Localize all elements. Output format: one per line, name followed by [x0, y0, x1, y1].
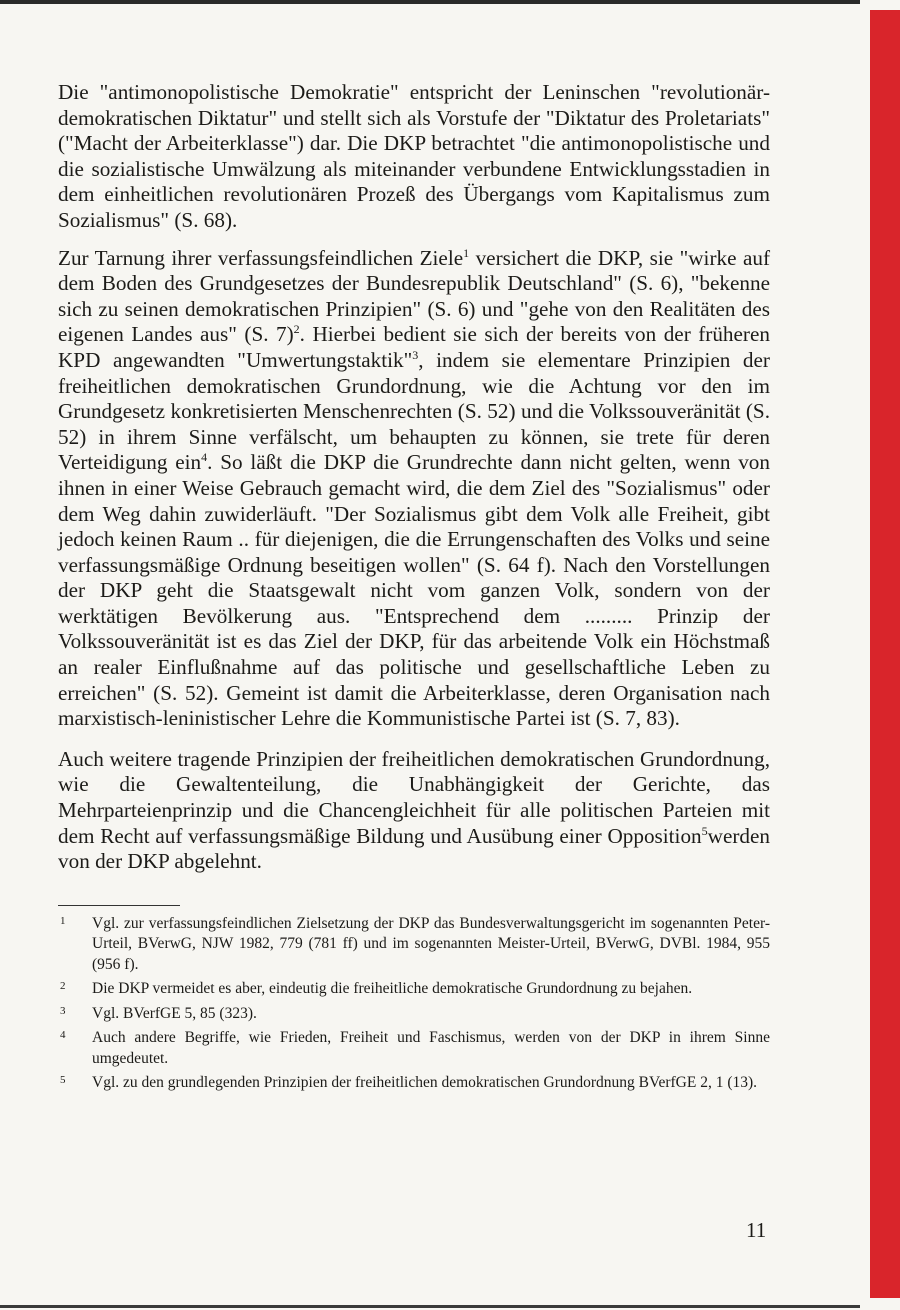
footnote-5 — [58, 1073, 770, 1094]
footnote-text: Die DKP vermeidet es aber, eindeutig die freiheitliche demokratische Grundordnung zu bejahen. — [92, 980, 693, 998]
footnote-number: 4 — [60, 1029, 66, 1042]
top-edge-rule — [0, 0, 860, 4]
paragraph-3-text: werden von der DKP abgelehnt. — [58, 823, 770, 874]
body-text — [58, 80, 770, 1098]
footnote-ref-1: 1 — [463, 245, 470, 260]
footnote-text: Vgl. BVerfGE 5, 85 (323). — [92, 1004, 257, 1022]
footnote-ref-4: 4 — [201, 450, 208, 465]
paragraph-3-text: Auch weitere tragende Prinzipien der freiheitlichen demokratischen Grundordnung, wie die Gewaltenteilung, die Unabhängigkeit der Gerichte, das Mehrparteienprinzip und die Chancengleichheit für alle politischen Parteien mit dem Recht auf verfassungsmäßige Bildung und Ausübung einer Opposition — [58, 746, 770, 848]
paragraph-2-text: Zur Tarnung ihrer verfassungsfeindlichen Ziele — [58, 245, 464, 270]
footnote-2 — [58, 979, 770, 1000]
footnote-ref-5: 5 — [701, 823, 708, 838]
footnote-number: 1 — [60, 914, 66, 927]
paragraph-2 — [58, 246, 770, 732]
red-edge-tab — [870, 10, 900, 1298]
footnote-3 — [58, 1004, 770, 1025]
footnote-ref-3: 3 — [412, 347, 419, 362]
paragraph-2-text: . Hierbei bedient sie sich der bereits von der früheren KPD angewandten "Umwertungstaktik" — [58, 322, 770, 372]
paragraph-1: Die "antimonopolistische Demokratie" entspricht der Leninschen "revolutionär-demokratischen Diktatur" und stellt sich als Vorstufe der "Diktatur des Proletariats" ("Macht der Arbeiterklasse") dar. Die DKP betrachtet "die antimonopolistische und die sozialistische Umwälzung als miteinander verbundene Entwicklungsstadien in dem einheitlichen revolutionären Prozeß des Übergangs vom Kapitalismus zum Sozialismus" (S. 68). — [58, 80, 770, 232]
footnote-number: 2 — [60, 980, 66, 993]
paragraph-3 — [58, 747, 770, 875]
footnote-4 — [58, 1028, 770, 1069]
paragraph-2-text: versichert die DKP, sie "wirke auf dem Boden des Grundgesetzes der Bundesrepublik Deutschland" (S. 6), "bekenne sich zu seinen demokratischen Prinzipien" (S. 6) und "gehe von den Realitäten des eigenen Landes aus" (S. 7) — [58, 245, 770, 347]
footnote-ref-2: 2 — [293, 322, 300, 337]
page-number: 11 — [746, 1218, 767, 1242]
footnotes — [58, 914, 770, 1094]
paragraph-2-text: . So läßt die DKP die Grundrechte dann nicht gelten, wenn von ihnen in einer Weise Gebrauch gemacht wird, die dem Ziel des "Sozialismus" oder dem Weg dahin zuwiderläuft. "Der Sozialismus gibt dem Volk alle Freiheit, gibt jedoch keinen Raum .. für diejenigen, die die Errungenschaften des Volks und seine verfassungsmäßige Ordnung beseitigen wollen" (S. 64 f). Nach den Vorstellungen der DKP geht die Staatsgewalt nicht vom ganzen Volk, sondern von der werktätigen Bevölkerung aus. "Entsprechend dem ......... Prinzip der Volkssouveränität ist es das Ziel der DKP, für das arbeitende Volk ein Höchstmaß an realer Einflußnahme auf das politische und gesellschaftliche Leben zu erreichen" (S. 52). Gemeint ist damit die Arbeiterklasse, deren Organisation nach marxistisch-leninistischer Lehre die Kommunistische Partei ist (S. 7, 83). — [58, 450, 770, 731]
footnote-separator — [58, 905, 180, 906]
footnote-text: Vgl. zu den grundlegenden Prinzipien der freiheitlichen demokratischen Grundordnung BVerfGE 2, 1 (13). — [92, 1074, 758, 1092]
paragraph-2-text: , indem sie elementare Prinzipien der freiheitlichen demokratischen Grundordnung, wie die Achtung vor den im Grundgesetz konkretisierten Menschenrechten (S. 52) und die Volkssouveränität (S. 52) in ihrem Sinne verfälscht, um behaupten zu können, sie trete für deren Verteidigung ein — [58, 347, 770, 475]
footnote-number: 5 — [60, 1074, 66, 1087]
footnote-text: Vgl. zur verfassungsfeindlichen Zielsetzung der DKP das Bundesverwaltungsgericht im sogenannten Peter-Urteil, BVerwG, NJW 1982, 779 (781 ff) und im sogenannten Meister-Urteil, BVerwG, DVBl. 1984, 955 (956 f). — [92, 914, 770, 973]
footnote-number: 3 — [60, 1004, 66, 1017]
footnote-1 — [58, 914, 770, 976]
footnote-text: Auch andere Begriffe, wie Frieden, Freiheit und Faschismus, werden von der DKP in ihrem Sinne umgedeutet. — [92, 1029, 770, 1067]
bottom-edge-rule — [0, 1305, 860, 1308]
